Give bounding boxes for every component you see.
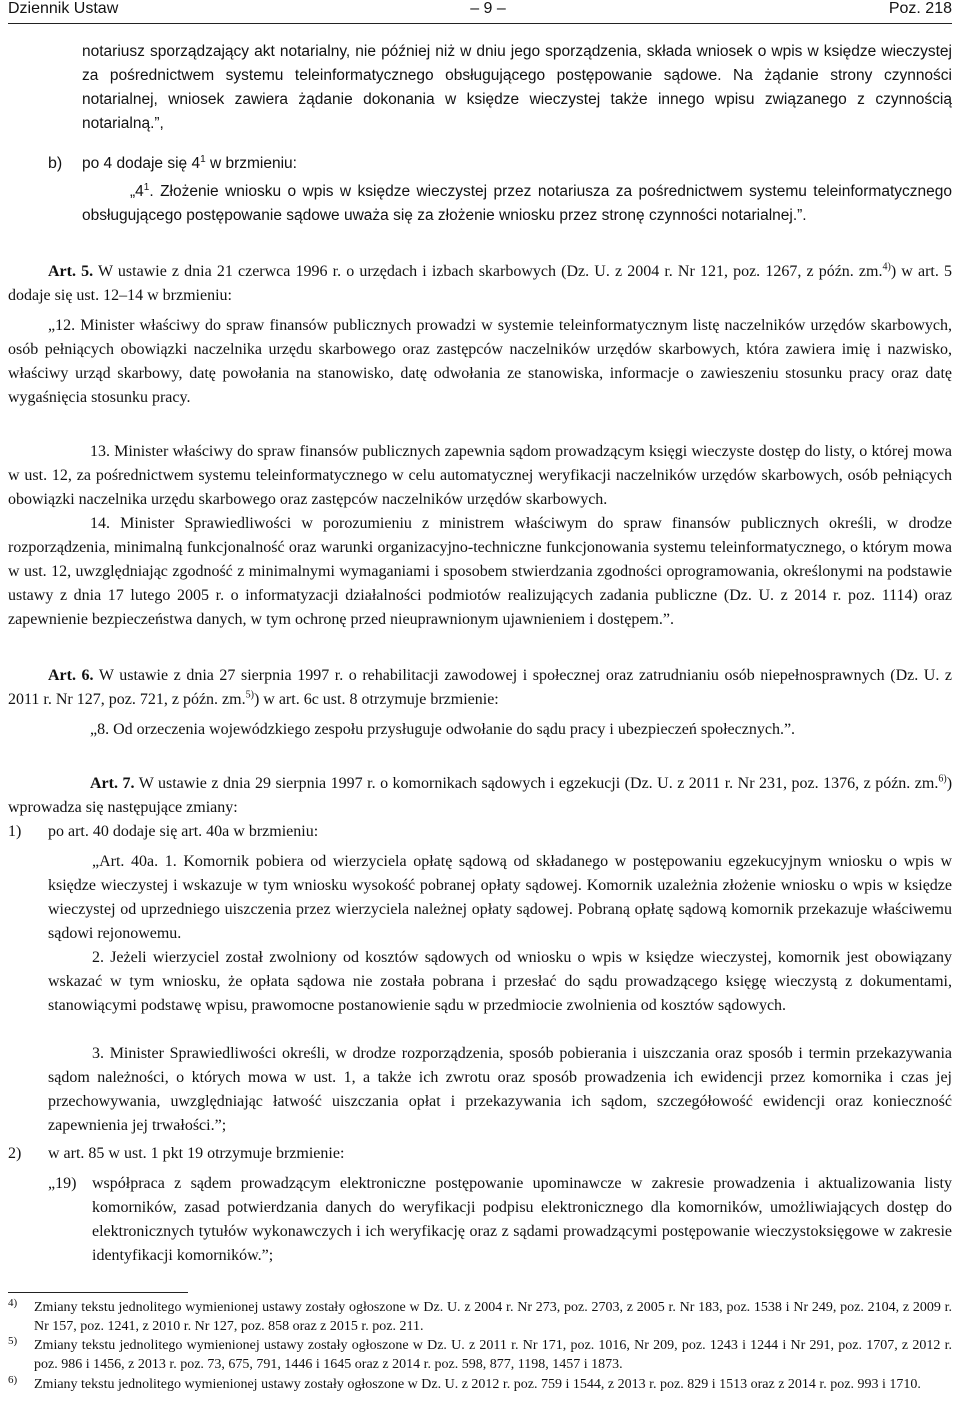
article-5: Art. 5. W ustawie z dnia 21 czerwca 1996 r. o urzędach i izbach skarbowych (Dz. U. z 2004 r. Nr 121, poz. 1267, z późn. zm.$^{4)}$) w art. 5 dodaje się ust. 12–14 w brzmieniu: <box>8 261 952 304</box>
pkt-19-text: współpraca z sądem prowadzącym elektroniczne postępowanie upominawcze w zakresie prowadzenia i aktualizowania listy komorników, zasad potwierdzania danych do weryfikacji podpisu elektronicznego dla komorników, umożliwiających dostęp do elektronicznych tytułów wykonawczych i ich weryfikację oraz z sądami prowadzącymi postępowanie wieczystoksięgowe w zakresie identyfikacji komorników.”; <box>92 1175 952 1264</box>
notary-paragraph: notariusz sporządzający akt notarialny, nie później niż w dniu jego sporządzenia, składa wniosek o wpis w księdze wieczystej za pośrednictwem systemu teleinformatycznego obsługującego postępowanie sądowe. Na żądanie strony czynności notarialnej, wniosek zawiera żądanie dokonania w księdze wieczystej także innego wpisu związanego z czynnością notarialną.”, <box>82 43 952 132</box>
footnote-separator <box>8 1292 188 1293</box>
footnote-4-text: Zmiany tekstu jednolitego wymienionej ustawy zostały ogłoszone w Dz. U. z 2004 r. Nr 273, poz. 2703, z 2005 r. Nr 183, poz. 1538 i Nr 249, poz. 2104, z 2009 r. Nr 157, poz. 1241, z 2010 r. Nr 127, poz. 858 oraz z 2015 r. poz. 211. <box>34 1300 952 1334</box>
footnote-5-text: Zmiany tekstu jednolitego wymienionej ustawy zostały ogłoszone w Dz. U. z 2011 r. Nr 171, poz. 1016, Nr 209, poz. 1243 i 1244 i Nr 291, poz. 1707, z 2012 r. poz. 986 i 1456, z 2013 r. poz. 73, 675, 791, 1446 i 1645 oraz z 2014 r. poz. 598, 877, 1198, 1457 i 1873. <box>34 1338 952 1372</box>
item-1-label: 1) <box>8 823 22 840</box>
item-b-text: po 4 dodaje się $4^1$ w brzmieniu: <box>82 153 297 172</box>
paragraph-8: „8. Od orzeczenia wojewódzkiego zespołu przysługuje odwołanie do sądu pracy i ubezpieczeń społecznych.”. <box>90 721 796 738</box>
paragraph-13: 13. Minister właściwy do spraw finansów publicznych zapewnia sądom prowadzącym księgi wieczyste dostęp do listy, o której mowa w ust. 12, za pośrednictwem systemu teleinformatycznego w celu automatycznej weryfikacji naczelników urzędów skarbowych, osób pełniących obowiązki naczelnika urzędu skarbowego oraz zastępców naczelników urzędów skarbowych. <box>8 443 952 508</box>
article-40a-ust-3: 3. Minister Sprawiedliwości określi, w drodze rozporządzenia, sposób pobierania i uiszczania oraz sposób i termin przekazywania sądom należności, o których mowa w ust. 1, a także ich zwrotu oraz sposób prowadzenia ich ewidencji przez komornika i czas jej przechowywania, uwzględniając łatwość uiszczania opłat i przekazywania ich sądom, szczegółowość ewidencji oraz konieczność zapewnienia jej trwałości.”; <box>48 1045 952 1134</box>
article-6: Art. 6. W ustawie z dnia 27 sierpnia 1997 r. o rehabilitacji zawodowej i społecznej oraz zatrudnianiu osób niepełnosprawnych (Dz. U. z 2011 r. Nr 127, poz. 721, z późn. zm.$^{5)}$) w art. 6c ust. 8 otrzymuje brzmienie: <box>8 667 953 708</box>
item-2-label: 2) <box>8 1145 22 1162</box>
footnote-6-text: Zmiany tekstu jednolitego wymienionej ustawy zostały ogłoszone w Dz. U. z 2012 r. poz. 759 i 1544, z 2013 r. poz. 829 i 1513 oraz z 2014 r. poz. 993 i 1710. <box>34 1377 921 1392</box>
footnote-6-mark: 6) <box>8 1374 18 1386</box>
item-b-label: b) <box>48 155 63 172</box>
footnote-4-mark: 4) <box>8 1297 18 1309</box>
paragraph-12: „12. Minister właściwy do spraw finansów publicznych prowadzi w systemie teleinformatycznym listę naczelników urzędów skarbowych, osób pełniących obowiązki naczelnika urzędu skarbowego oraz zastępców naczelników urzędów skarbowych, która zawiera imię i nazwisko, właściwy urząd skarbowy, datę powołania na stanowisko, datę odwołania ze stanowiska, informacje o zawieszeniu stosunku pracy oraz datę wygaśnięcia stosunku pracy. <box>8 317 952 406</box>
article-40a-ust-2: 2. Jeżeli wierzyciel został zwolniony od kosztów sądowych od wniosku o wpis w księdze wieczystej, komornik jest obowiązany wskazać w tym wniosku, że opłata sądowa nie została pobrana i przesłać do sądu prowadzącego księgę wieczystą z dokumentami, stanowiącymi podstawę wpisu, prawomocne postanowienie sądu w przedmiocie zwolnienia od kosztów sądowych. <box>48 949 952 1014</box>
page-header <box>8 0 952 24</box>
article-7: Art. 7. W ustawie z dnia 29 sierpnia 1997 r. o komornikach sądowych i egzekucji (Dz. U. z 2011 r. Nr 231, poz. 1376, z późn. zm.$^{6)}$) wprowadza się następujące zmiany: <box>8 773 953 816</box>
article-40a-ust-1: „Art. 40a. 1. Komornik pobiera od wierzyciela opłatę sądową od składanego w postępowaniu egzekucyjnym wniosku o wpis w księdze wieczystej i wskazuje w tym wniosku wysokość pobranej opłaty sądowej. Komornik uzależnia złożenie wniosku o wpis w księdze wieczystej od uprzedniego uiszczenia przez wierzyciela należnej opłaty sądowej. Pobraną opłatę sądową komornik przekazuje właściwemu sądowi rejonowemu. <box>48 853 952 942</box>
footnote-5-mark: 5) <box>8 1335 18 1347</box>
journal-title: Dziennik Ustaw <box>8 0 119 17</box>
paragraph-4-1: $„4^1$. Złożenie wniosku o wpis w księdze wieczystej przez notariusza za pośrednictwem systemu teleinformatycznego obsługującego postępowanie sądowe uważa się za złożenie wniosku przez stronę czynności notarialnej.”. <box>82 181 952 224</box>
paragraph-14: 14. Minister Sprawiedliwości w porozumieniu z ministrem właściwym do spraw finansów publicznych określi, w drodze rozporządzenia, minimalną funkcjonalność oraz warunki organizacyjno-techniczne funkcjonowania systemu teleinformatycznego, o którym mowa w ust. 12, uwzględniając zgodność z minimalnymi wymaganiami i sposobem stwierdzania zgodności oprogramowania, określonymi na podstawie ustawy z dnia 17 lutego 2005 r. o informatyzacji działalności podmiotów realizujących zadania publiczne (Dz. U. z 2014 r. poz. 1114) oraz zapewnienie bezpieczeństwa danych, w tym ochronę przed nieuprawnionym ujawnieniem i dostępem.”. <box>8 515 952 628</box>
pkt-19-label: „19) <box>48 1175 77 1192</box>
position-number: Poz. 218 <box>888 0 952 17</box>
page-number: – 9 – <box>470 0 506 17</box>
item-2-text: w art. 85 w ust. 1 pkt 19 otrzymuje brzmienie: <box>48 1145 345 1162</box>
item-1-text: po art. 40 dodaje się art. 40a w brzmieniu: <box>48 823 319 840</box>
